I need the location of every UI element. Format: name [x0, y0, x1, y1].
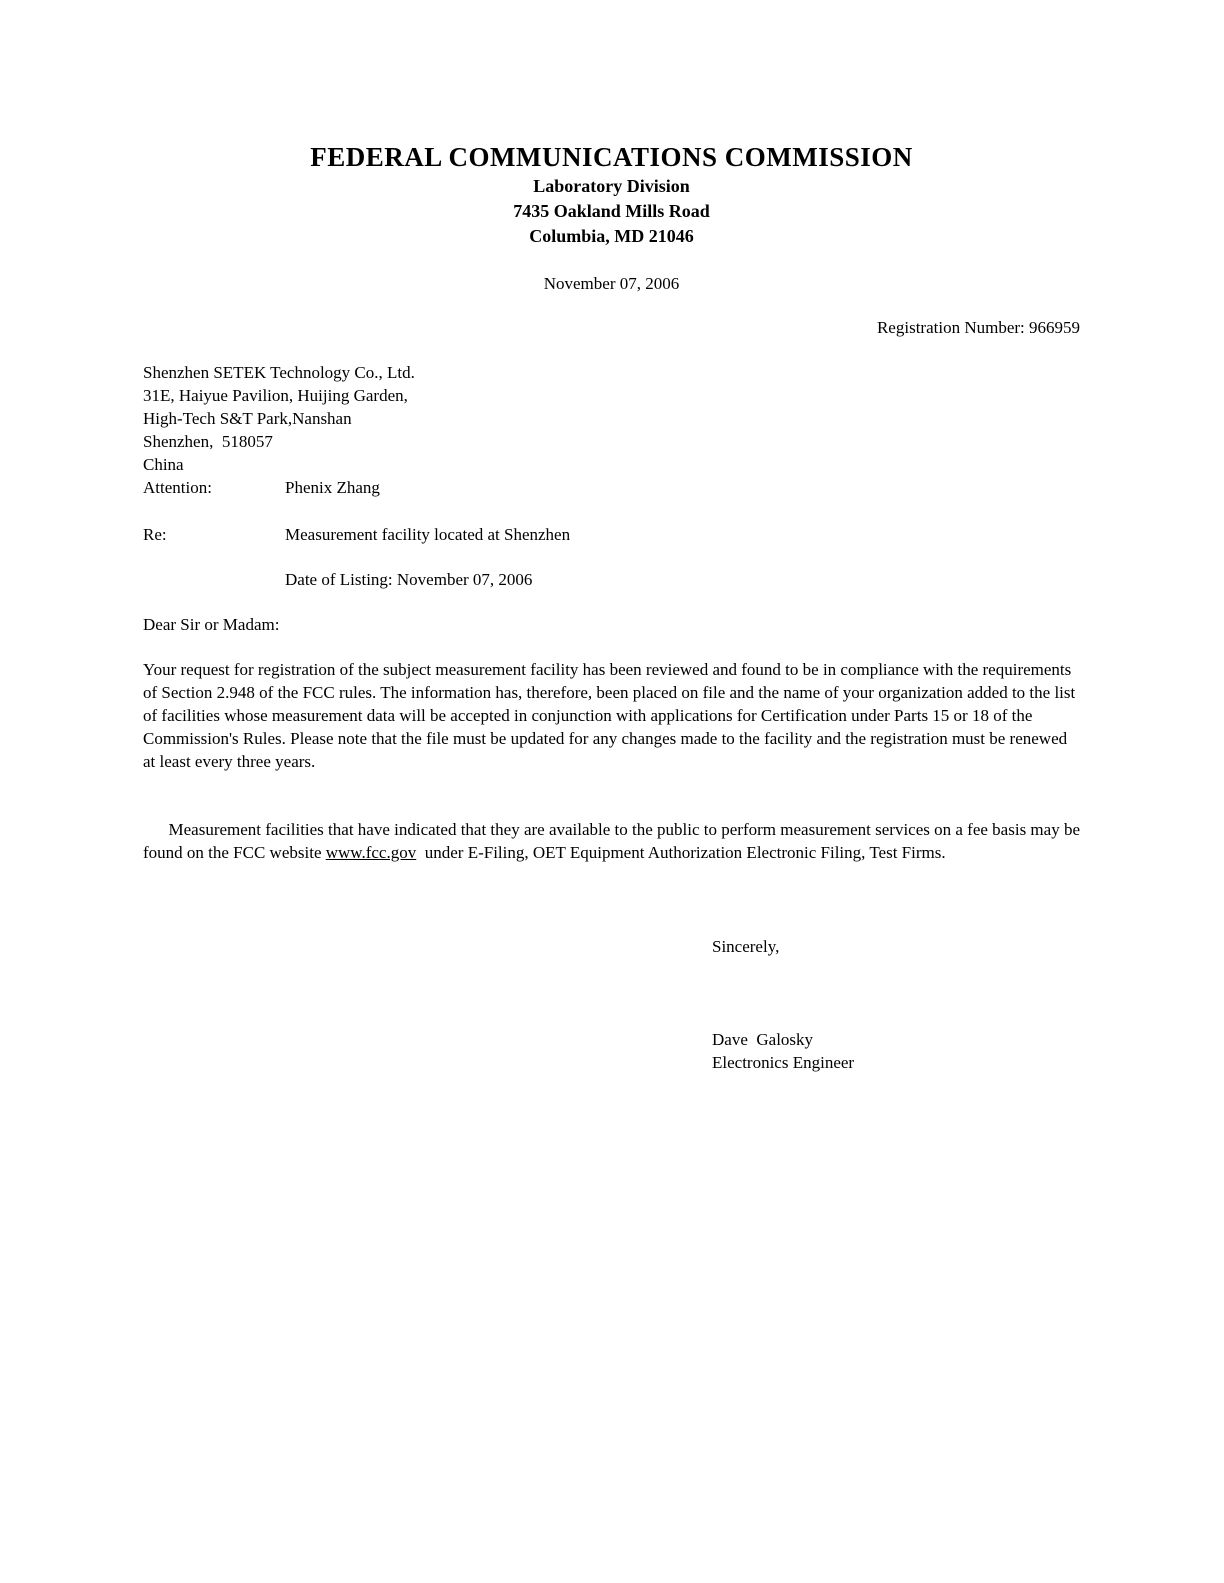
salutation: Dear Sir or Madam:: [143, 615, 280, 634]
signature-block: [712, 1028, 1080, 1074]
body-paragraph-2: [143, 795, 1085, 887]
agency-title: FEDERAL COMMUNICATIONS COMMISSION: [310, 142, 913, 172]
recipient-address-line-1: 31E, Haiyue Pavilion, Huijing Garden,: [143, 386, 408, 405]
letterhead-division: Laboratory Division: [533, 176, 690, 196]
attention-row: [143, 476, 1080, 499]
registration-label: Registration Number:: [876, 318, 1025, 337]
recipient-address-block: [143, 361, 1080, 499]
registration-number: 966959: [1029, 318, 1080, 337]
recipient-country: China: [143, 455, 184, 474]
closing-sincerely: Sincerely,: [712, 937, 780, 956]
recipient-company: Shenzhen SETEK Technology Co., Ltd.: [143, 363, 415, 382]
letterhead-city-state-zip: Columbia, MD 21046: [529, 226, 694, 246]
letter-date: November 07, 2006: [543, 274, 680, 293]
signer-title: Electronics Engineer: [712, 1053, 855, 1072]
re-label: Re:: [143, 525, 167, 544]
attention-label: Attention:: [143, 478, 212, 497]
re-row: [143, 523, 1080, 546]
recipient-address-line-2: High-Tech S&T Park,Nanshan: [143, 409, 352, 428]
signer-name: Dave Galosky: [712, 1030, 814, 1049]
re-text: Measurement facility located at Shenzhen: [285, 525, 571, 544]
attention-name: Phenix Zhang: [285, 478, 380, 497]
registration-line: [143, 316, 1080, 339]
body-paragraph-1: Your request for registration of the subject measurement facility has been reviewed and found to be in compliance with the requirements of Section 2.948 of the FCC rules. The information has, therefore, been placed on file and the name of your organization added to the list of facilities whose measurement data will be accepted in conjunction with applications for Certification under Parts 15 or 18 of the Commission's Rules. Please note that the file must be updated for any changes made to the facility and the registration must be renewed at least every three years.: [143, 660, 1080, 771]
date-of-listing: Date of Listing: November 07, 2006: [285, 570, 533, 589]
paragraph-2-text-before-link: Measurement facilities that have indicated that they are available to the public to perform measurement services on a fee basis may be found on the FCC website: [143, 820, 1085, 862]
letterhead-street: 7435 Oakland Mills Road: [513, 201, 710, 221]
paragraph-2-text-after-link: under E-Filing, OET Equipment Authorization Electronic Filing, Test Firms.: [416, 843, 946, 862]
recipient-city-zip: Shenzhen, 518057: [143, 432, 273, 451]
fcc-website-link[interactable]: www.fcc.gov: [325, 843, 417, 862]
letterhead: [143, 0, 1080, 249]
